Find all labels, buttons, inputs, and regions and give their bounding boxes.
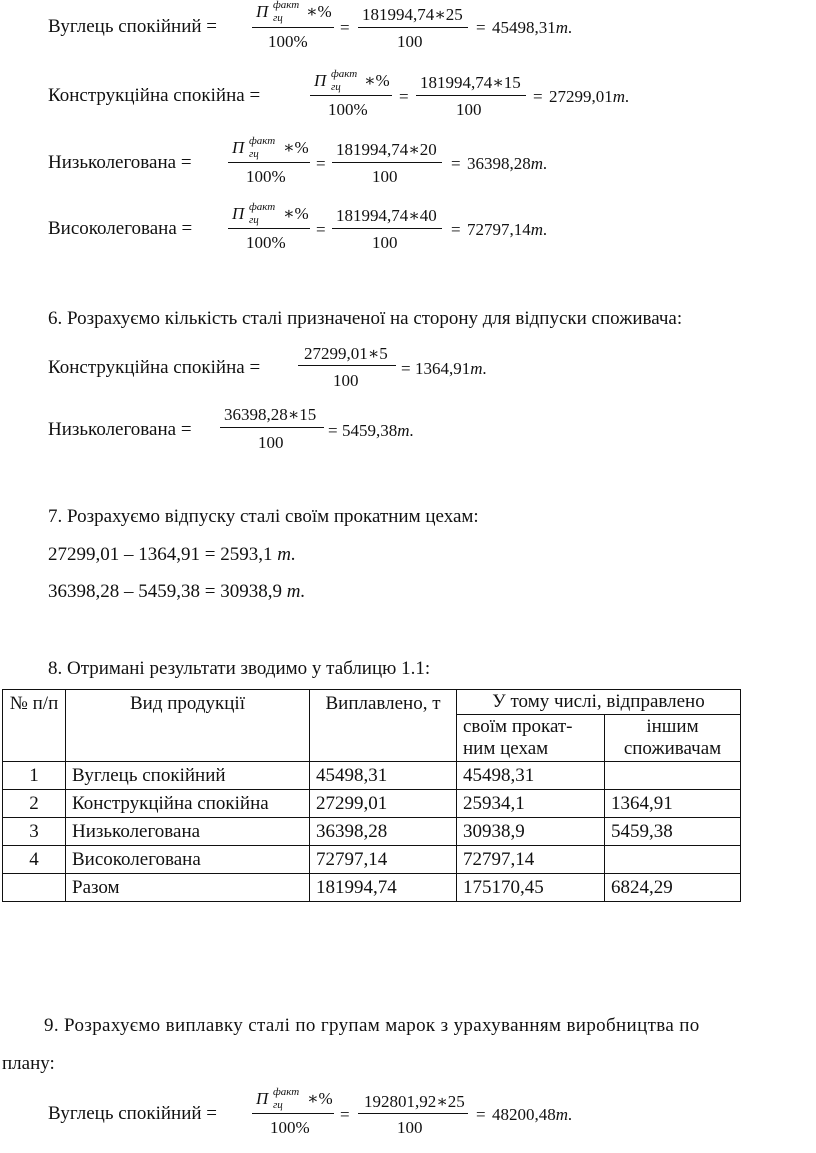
result: 45498,31т. <box>492 18 573 37</box>
table-row: 3 Низьколегована 36398,28 30938,9 5459,38 <box>3 818 741 846</box>
pct: ∗% <box>306 2 332 21</box>
p-symbol: П <box>256 1089 269 1108</box>
table-header-row <box>3 690 741 715</box>
pct: ∗% <box>364 71 390 90</box>
header-product-type: Вид продукції <box>66 690 310 762</box>
formula-label: Вуглець спокійний = <box>48 1103 217 1124</box>
header-no: № п/п <box>3 690 66 762</box>
denominator: 100 <box>372 233 398 252</box>
header-other-consumers: іншим споживачам <box>605 715 741 762</box>
sub-gc: гц <box>273 1099 283 1111</box>
numerator: 192801,92∗25 <box>364 1092 465 1111</box>
table-row: 4 Високолегована 72797,14 72797,14 <box>3 846 741 874</box>
pct-den: 100% <box>328 100 368 119</box>
pct: ∗% <box>307 1089 333 1108</box>
result: 1364,91т. <box>415 359 487 378</box>
pct: ∗% <box>283 138 309 157</box>
sup-fakt: факт <box>249 135 276 147</box>
denominator: 100 <box>333 371 359 390</box>
section-8-heading: 8. Отримані результати зводимо у таблицю 1.1: <box>48 658 431 679</box>
result: 5459,38т. <box>342 421 414 440</box>
p-symbol: П <box>256 2 269 21</box>
pct-den: 100% <box>270 1118 310 1137</box>
formula-label: Вуглець спокійний = <box>48 16 217 37</box>
pct: ∗% <box>283 204 309 223</box>
calc-line-1: 27299,01 – 1364,91 = 2593,1 т. <box>48 544 296 565</box>
sub-gc: гц <box>273 12 283 24</box>
numerator: 181994,74∗25 <box>362 5 463 24</box>
formula-label: Конструкційна спокійна = <box>48 357 261 378</box>
formula-label: Низьколегована = <box>48 152 192 173</box>
numerator: 181994,74∗15 <box>420 73 521 92</box>
p-symbol: П <box>232 138 245 157</box>
numerator: 27299,01∗5 <box>304 344 388 363</box>
sub-gc: гц <box>249 214 259 226</box>
table-row: 1 Вуглець спокійний 45498,31 45498,31 <box>3 762 741 790</box>
table-total-row: Разом 181994,74 175170,45 6824,29 <box>3 874 741 902</box>
numerator: 181994,74∗20 <box>336 140 437 159</box>
section-7-heading: 7. Розрахуємо відпуску сталі своїм прокатним цехам: <box>48 506 479 527</box>
sup-fakt: факт <box>331 68 358 80</box>
pct-den: 100% <box>246 167 286 186</box>
formula-label: Низьколегована = <box>48 419 192 440</box>
denominator: 100 <box>258 433 284 452</box>
result: 36398,28т. <box>467 154 548 173</box>
result: 27299,01т. <box>549 87 630 106</box>
sub-gc: гц <box>331 81 341 93</box>
denominator: 100 <box>372 167 398 186</box>
p-symbol: П <box>314 71 327 90</box>
table-row: 2 Конструкційна спокійна 27299,01 25934,1 1364,91 <box>3 790 741 818</box>
sup-fakt: факт <box>273 0 300 11</box>
calc-line-2: 36398,28 – 5459,38 = 30938,9 т. <box>48 581 306 602</box>
denominator: 100 <box>397 1118 423 1137</box>
result: 48200,48т. <box>492 1105 573 1124</box>
formula-label: Високолегована = <box>48 218 193 239</box>
p-symbol: П <box>232 204 245 223</box>
section-9-heading: 9. Розрахуємо виплавку сталі по групам марок з урахуванням виробництва по <box>44 1015 700 1036</box>
numerator: 36398,28∗15 <box>224 405 317 424</box>
numerator: 181994,74∗40 <box>336 206 437 225</box>
header-smelted: Виплавлено, т <box>310 690 457 762</box>
sub-gc: гц <box>249 148 259 160</box>
results-table <box>2 689 741 902</box>
section-9-heading-cont: плану: <box>2 1053 55 1074</box>
denominator: 100 <box>456 100 482 119</box>
pct-den: 100% <box>268 32 308 51</box>
sup-fakt: факт <box>249 201 276 213</box>
formula-label: Конструкційна спокійна = <box>48 85 261 106</box>
section-6-heading: 6. Розрахуємо кількість сталі призначеної на сторону для відпуски споживача: <box>48 308 683 329</box>
result: 72797,14т. <box>467 220 548 239</box>
denominator: 100 <box>397 32 423 51</box>
sup-fakt: факт <box>273 1086 300 1098</box>
header-shipped: У тому числі, відправлено <box>457 690 741 715</box>
pct-den: 100% <box>246 233 286 252</box>
header-own-shops: своїм прокат-ним цехам <box>457 715 605 762</box>
